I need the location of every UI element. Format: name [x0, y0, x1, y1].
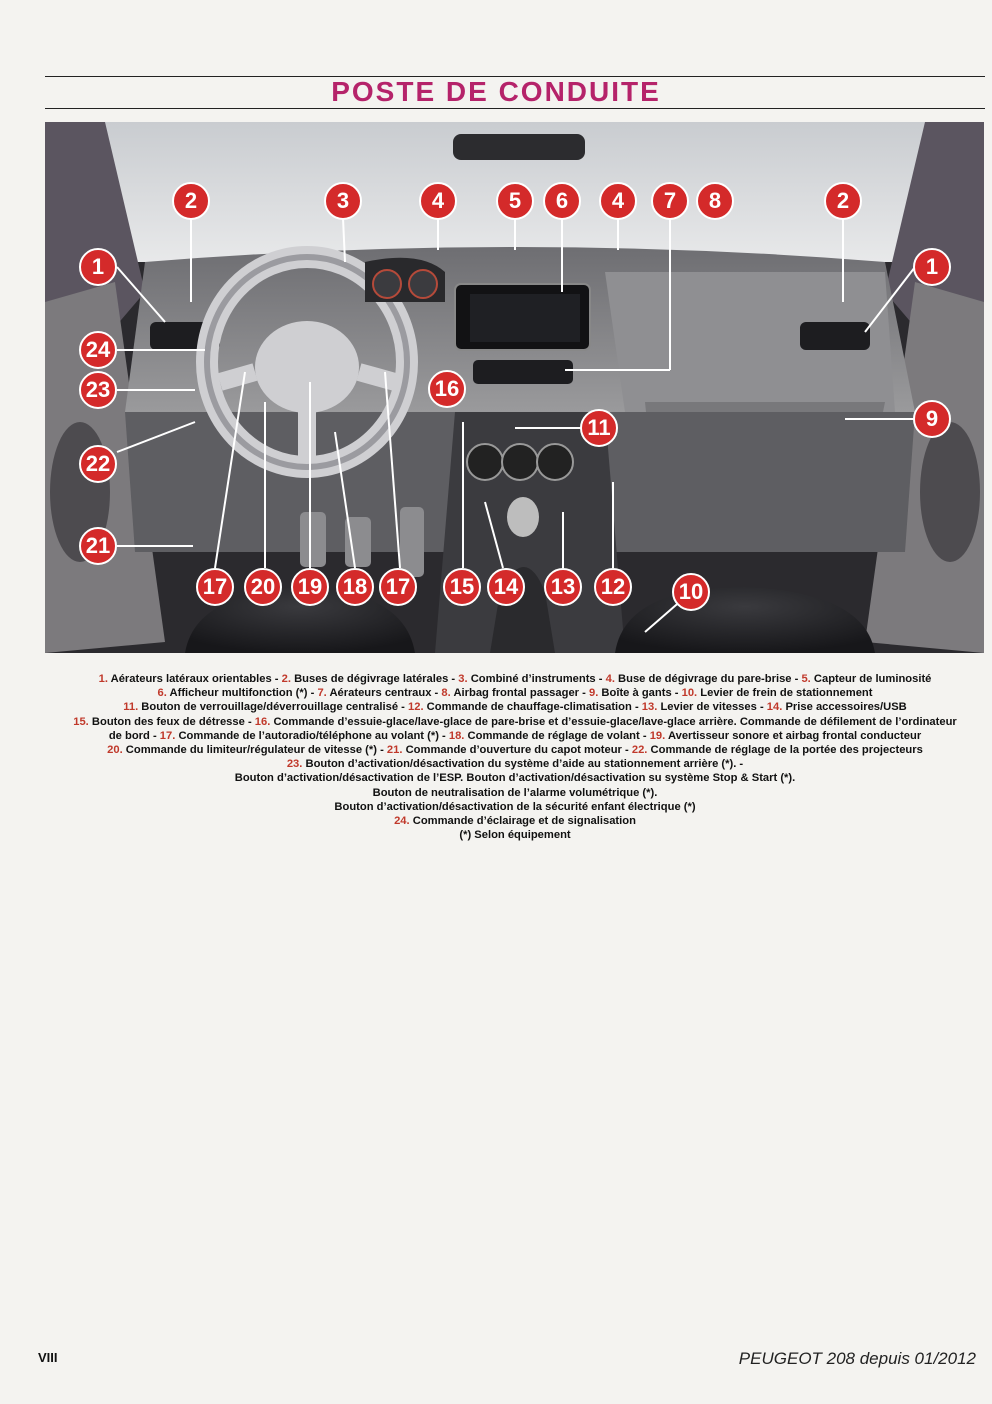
caption-item-text: Prise accessoires/USB — [782, 701, 907, 714]
caption-item-number: 6. — [157, 687, 167, 700]
caption-item-number: 19. — [649, 729, 666, 742]
callout-4-left: 4 — [419, 182, 457, 220]
caption-item-number: 13. — [641, 701, 658, 714]
caption-item-number: 4. — [605, 673, 615, 685]
page-number: VIII — [38, 1350, 58, 1365]
caption-item-number: 3. — [458, 673, 468, 685]
caption-item-text: Boîte à gants - — [598, 687, 682, 700]
caption-line — [45, 771, 985, 785]
callout-21: 21 — [79, 527, 117, 565]
caption-item-text: Buse de dégivrage du pare-brise - — [614, 673, 802, 685]
caption-line — [45, 729, 985, 743]
callout-7: 7 — [651, 182, 689, 220]
callout-13: 13 — [544, 568, 582, 606]
dashboard-photo — [45, 122, 984, 653]
callout-19: 19 — [291, 568, 329, 606]
caption-item-text: Airbag frontal passager - — [450, 687, 589, 700]
title-rule — [45, 108, 985, 109]
caption-line — [45, 672, 985, 686]
callout-1-right: 1 — [913, 248, 951, 286]
caption-item-text: Bouton de neutralisation de l’alarme volumétrique (*). — [372, 786, 658, 799]
caption-item-number: 8. — [441, 687, 451, 700]
caption-item-text: Commande d’ouverture du capot moteur - — [402, 744, 632, 757]
footer-title: PEUGEOT 208 depuis 01/2012 — [738, 1349, 976, 1368]
callout-14: 14 — [487, 568, 525, 606]
caption-line — [45, 700, 985, 714]
caption-item-text: (*) Selon équipement — [459, 829, 571, 842]
callout-15: 15 — [443, 568, 481, 606]
callout-5: 5 — [496, 182, 534, 220]
callout-2-left: 2 — [172, 182, 210, 220]
callout-12: 12 — [594, 568, 632, 606]
caption-item-text: Commande de chauffage-climatisation - — [423, 701, 642, 714]
caption-item-text: Bouton d’activation/désactivation de la sécurité enfant électrique (*) — [334, 800, 696, 813]
caption-item-number: 5. — [801, 673, 811, 685]
caption-item-text: Bouton d’activation/désactivation du système d’aide au stationnement arrière (*). - — [302, 758, 744, 771]
caption-item-text: Commande de réglage de la portée des projecteurs — [647, 744, 923, 757]
caption-item-text: Levier de vitesses - — [657, 701, 767, 714]
caption-line — [45, 828, 985, 842]
caption-item-number: 7. — [317, 687, 327, 700]
caption-item-text: Aérateurs centraux - — [326, 687, 442, 700]
caption-item-text: Combiné d’instruments - — [467, 673, 606, 685]
callout-3: 3 — [324, 182, 362, 220]
callout-20: 20 — [244, 568, 282, 606]
legend-caption — [45, 672, 985, 842]
callout-24: 24 — [79, 331, 117, 369]
caption-item-number: 20. — [107, 744, 123, 757]
caption-line — [45, 786, 985, 800]
caption-item-text: Commande d’éclairage et de signalisation — [409, 815, 636, 828]
caption-item-number: 16. — [254, 715, 271, 728]
caption-item-text: Capteur de luminosité — [810, 673, 932, 685]
caption-item-text: Commande de réglage de volant - — [464, 729, 650, 742]
caption-item-text: Avertisseur sonore et airbag frontal conducteur — [665, 729, 922, 742]
caption-item-number: 2. — [281, 673, 291, 685]
caption-item-number: 18. — [448, 729, 465, 742]
callout-22: 22 — [79, 445, 117, 483]
page-title: POSTE DE CONDUITE — [331, 76, 661, 107]
caption-item-text: Bouton de verrouillage/déverrouillage centralisé - — [138, 701, 409, 714]
caption-item-number: 17. — [159, 729, 176, 742]
callout-2-right: 2 — [824, 182, 862, 220]
caption-item-text: Commande de l’autoradio/téléphone au volant (*) - — [175, 729, 449, 742]
caption-item-text: Bouton des feux de détresse - — [88, 715, 255, 728]
callout-17-left: 17 — [196, 568, 234, 606]
caption-item-text: Bouton d’activation/désactivation de l’ESP. Bouton d’activation/désactivation su système Stop & Start (*). — [234, 772, 796, 785]
caption-item-text: de bord - — [108, 729, 160, 742]
callout-1-left: 1 — [79, 248, 117, 286]
caption-item-number: 22. — [631, 744, 648, 757]
caption-item-number: 14. — [766, 701, 783, 714]
caption-line — [45, 814, 985, 828]
caption-item-number: 11. — [123, 701, 139, 714]
callout-10: 10 — [672, 573, 710, 611]
callout-11: 11 — [580, 409, 618, 447]
callout-6: 6 — [543, 182, 581, 220]
caption-line — [45, 715, 985, 729]
callout-23: 23 — [79, 371, 117, 409]
callout-16: 16 — [428, 370, 466, 408]
caption-line — [45, 800, 985, 814]
caption-item-text: Commande du limiteur/régulateur de vitesse (*) - — [122, 744, 387, 757]
caption-item-text: Aérateurs latéraux orientables - — [107, 673, 282, 685]
caption-item-number: 10. — [681, 687, 698, 700]
callout-17-right: 17 — [379, 568, 417, 606]
caption-line — [45, 743, 985, 757]
callout-18: 18 — [336, 568, 374, 606]
caption-line — [45, 686, 985, 700]
caption-line — [45, 757, 985, 771]
caption-item-number: 24. — [394, 815, 410, 828]
caption-item-number: 9. — [588, 687, 599, 700]
callout-4-right: 4 — [599, 182, 637, 220]
caption-item-number: 23. — [286, 758, 303, 771]
caption-item-number: 12. — [408, 701, 424, 714]
callout-9: 9 — [913, 400, 951, 438]
caption-item-text: Afficheur multifonction (*) - — [166, 687, 318, 700]
caption-item-number: 21. — [386, 744, 403, 757]
caption-item-number: 1. — [98, 673, 108, 685]
caption-item-text: Commande d’essuie-glace/lave-glace de pare-brise et d’essuie-glace/lave-glace arrière. Commande de défilement de l’ordinateur — [270, 715, 957, 728]
caption-item-text: Levier de frein de stationnement — [697, 687, 873, 700]
caption-item-text: Buses de dégivrage latérales - — [290, 673, 459, 685]
caption-item-number: 15. — [73, 715, 89, 728]
callout-8: 8 — [696, 182, 734, 220]
